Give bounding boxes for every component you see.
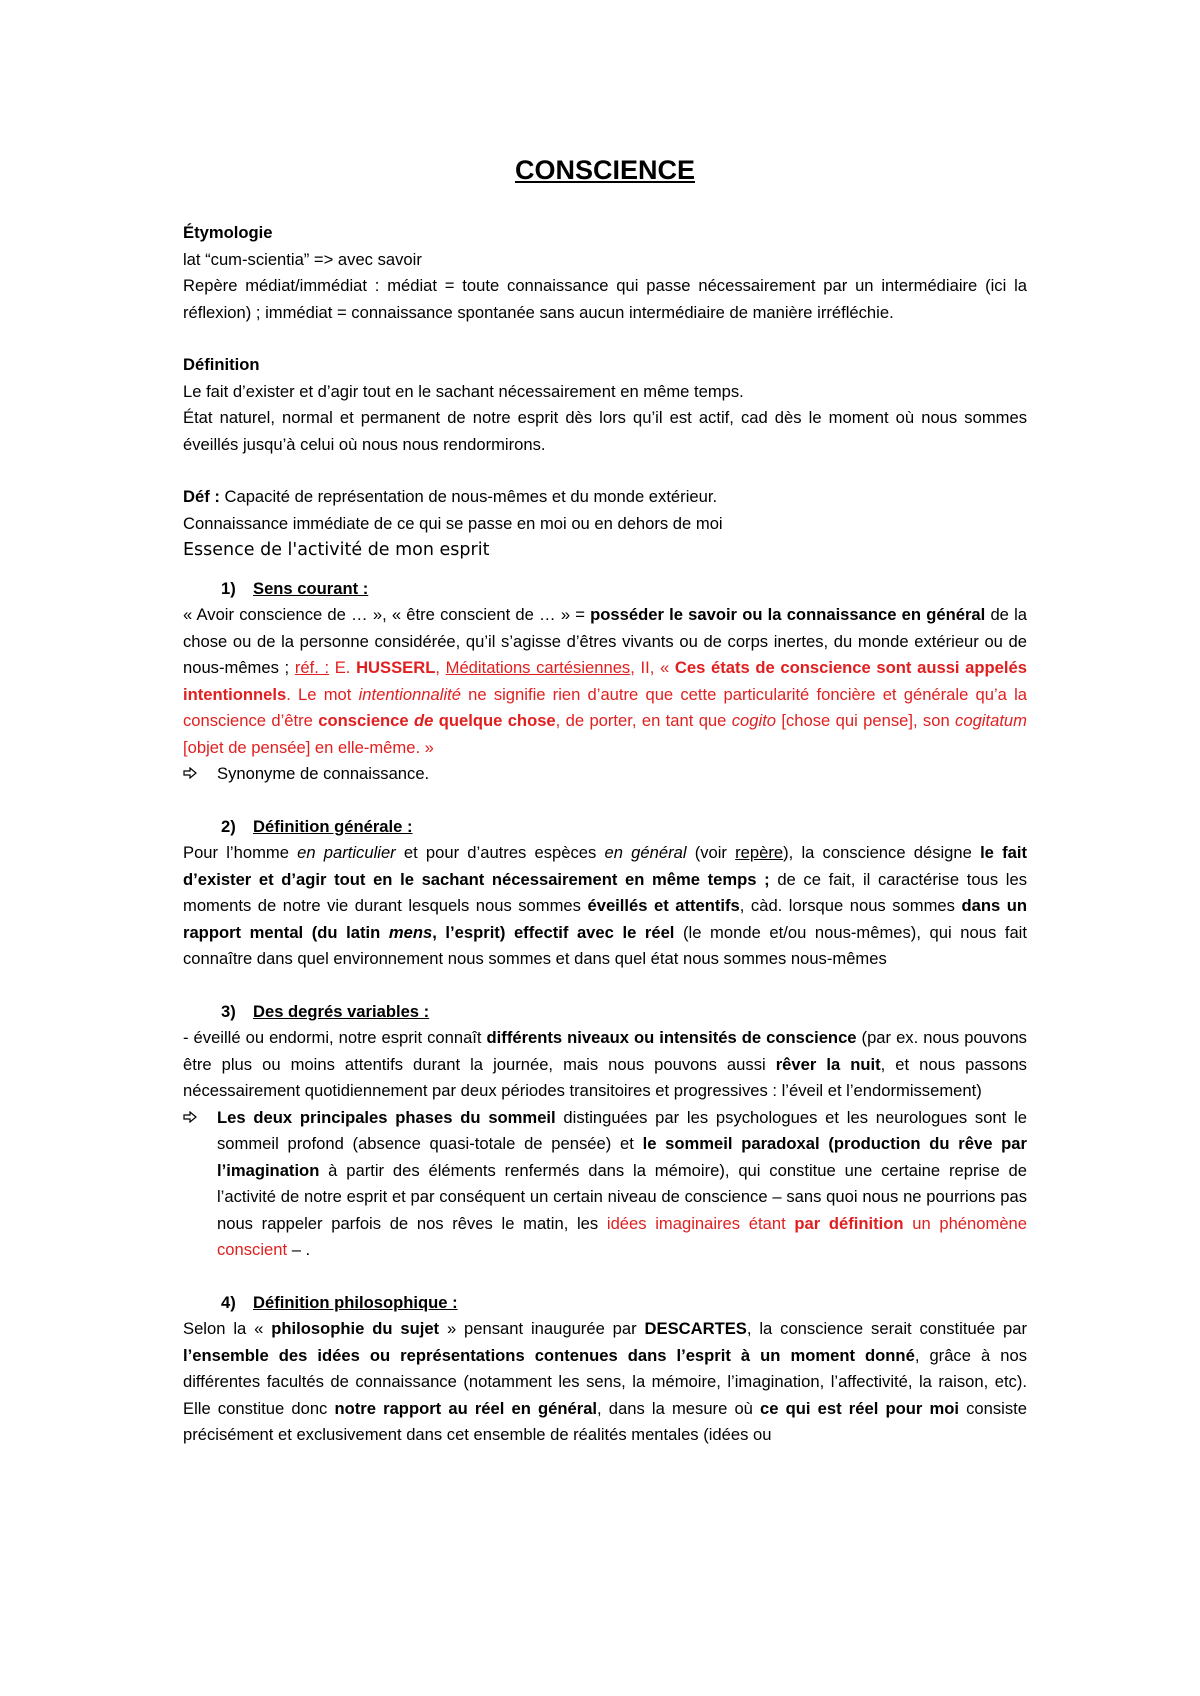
section-definition-generale-text: Pour l’homme en particulier et pour d’autres espèces en général (voir repère), la conscience désigne le fait d’exister et d’agir tout en le sachant nécessairement en même temps ; de ce fait, il caractérise tous les moments de notre vie durant lesquels nous sommes éveillés et attentifs, càd. lorsque nous sommes dans un rapport mental (du latin mens, l’esprit) effectif avec le réel (le monde et/ou nous-mêmes), qui nous fait connaître dans quel environnement nous sommes et dans quel état nous sommes nous-mêmes (183, 843, 1027, 968)
section-heading-definition-generale: 2) Définition générale : (221, 816, 413, 836)
def-essence: Essence de l'activité de mon esprit (183, 540, 490, 560)
etymologie-heading: Étymologie (183, 223, 273, 242)
arrow-right-outline-icon (183, 1105, 207, 1123)
definition-heading: Définition (183, 355, 260, 374)
arrow-right-outline-icon (183, 761, 207, 779)
section-heading-sens-courant: 1) Sens courant : (221, 578, 369, 598)
etymologie-line: lat “cum-scientia” => avec savoir (183, 249, 422, 269)
definition-etat: État naturel, normal et permanent de notre esprit dès lors qu’il est actif, cad dès le moment où nous sommes éveillés jusqu’à celui où nous nous rendormirons. (183, 408, 1027, 454)
list-item: Synonyme de connaissance. (183, 761, 1027, 788)
etymologie-repere: Repère médiat/immédiat : médiat = toute connaissance qui passe nécessairement par un intermédiaire (ici la réflexion) ; immédiat = connaissance spontanée sans aucun intermédiaire de manière irréfléchie. (183, 276, 1027, 322)
section-degres-variables-text: - éveillé ou endormi, notre esprit connaît différents niveaux ou intensités de conscience (par ex. nous pouvons être plus ou moins attentifs durant la journée, mais nous pouvons aussi rêver la nuit, et nous passons nécessairement quotidiennement par deux périodes transitoires et progressives : l’éveil et l’endormissement) (183, 1028, 1027, 1100)
section-heading-degres-variables: 3) Des degrés variables : (221, 1001, 430, 1021)
def-connaissance: Connaissance immédiate de ce qui se passe en moi ou en dehors de moi (183, 513, 723, 533)
section-definition-philosophique-text: Selon la « philosophie du sujet » pensant inaugurée par DESCARTES, la conscience serait constituée par l’ensemble des idées ou représentations contenues dans l’esprit à un moment donné, grâce à nos différentes facultés de connaissance (notamment les sens, la mémoire, l’imagination, l’affectivité, la raison, etc). Elle constitue donc notre rapport au réel en général, dans la mesure où ce qui est réel pour moi consiste précisément et exclusivement dans cet ensemble de réalités mentales (idées ou (183, 1319, 1027, 1444)
def-capacite: Déf : Capacité de représentation de nous-mêmes et du monde extérieur. (183, 487, 718, 506)
document-title: CONSCIENCE (514, 155, 696, 185)
definition-line: Le fait d’exister et d’agir tout en le sachant nécessairement en même temps. (183, 381, 744, 401)
list-item: Les deux principales phases du sommeil distinguées par les psychologues et les neurologues sont le sommeil profond (absence quasi-totale de pensée) et le sommeil paradoxal (production du rêve par l’imagination à partir des éléments renfermés dans la mémoire), qui constitue une certaine reprise de l’activité de notre esprit et par conséquent un certain niveau de conscience – sans quoi nous ne pourrions pas nous rappeler parfois de nos rêves le matin, les idées imaginaires étant par définition un phénomène conscient – . (183, 1105, 1027, 1264)
section-heading-definition-philosophique: 4) Définition philosophique : (221, 1292, 458, 1312)
section-sens-courant-text: « Avoir conscience de … », « être conscient de … » = posséder le savoir ou la connaissance en général de la chose ou de la personne considérée, qu’il s’agisse d’êtres vivants ou de corps inertes, du monde extérieur ou de nous-mêmes ; réf. : E. HUSSERL, Méditations cartésiennes, II, « Ces états de conscience sont aussi appelés intentionnels. Le mot intentionnalité ne signifie rien d’autre que cette particularité foncière et générale qu’a la conscience d’être conscience de quelque chose, de porter, en tant que cogito [chose qui pense], son cogitatum [objet de pensée] en elle-même. » (183, 605, 1028, 757)
document-page (183, 150, 1027, 1449)
